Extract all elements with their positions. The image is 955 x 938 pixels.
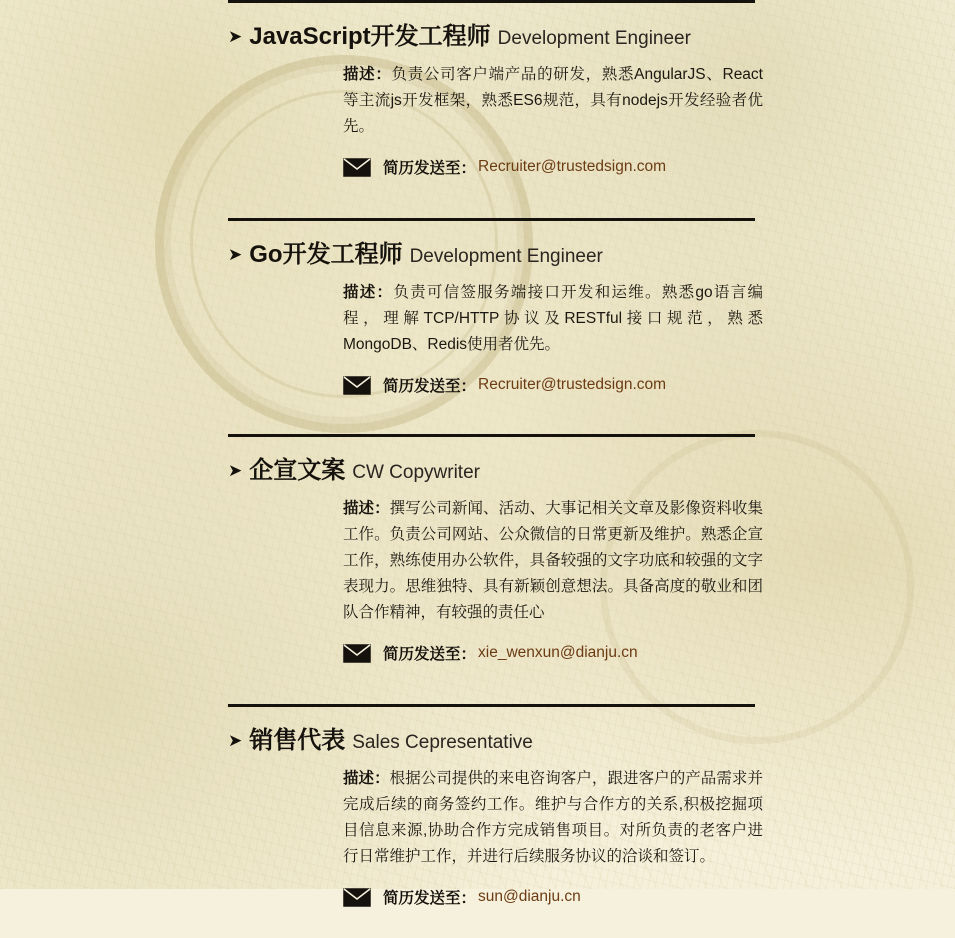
description-text: 撰写公司新闻、活动、大事记相关文章及影像资料收集工作。负责公司网站、公众微信的日常更新及维护。熟悉企宣工作，熟练使用办公软件，具备较强的文字功底和较强的文字表现力。思维独特、具有新颖创意想法。具备高度的敬业和团队合作精神，有较强的责任心 bbox=[343, 500, 763, 621]
job-email-row bbox=[343, 886, 955, 908]
envelope-icon bbox=[343, 376, 371, 395]
job-listing-copywriter bbox=[0, 434, 955, 664]
arrow-right-icon: ➤ bbox=[228, 245, 243, 264]
job-email-row bbox=[343, 374, 955, 396]
arrow-right-icon: ➤ bbox=[228, 27, 243, 46]
job-title-row bbox=[228, 707, 955, 755]
job-title-en: Development Engineer bbox=[497, 28, 691, 49]
job-title-cn: 销售代表 bbox=[249, 727, 346, 754]
job-email-row bbox=[343, 156, 955, 178]
email-label: 简历发送至： bbox=[383, 646, 477, 663]
job-listing-javascript-developer bbox=[0, 0, 955, 178]
description-label: 描述： bbox=[343, 66, 392, 83]
arrow-right-icon: ➤ bbox=[228, 731, 243, 750]
email-address[interactable]: Recruiter@trustedsign.com bbox=[478, 158, 667, 175]
description-text: 根据公司提供的来电咨询客户，跟进客户的产品需求并完成后续的商务签约工作。维护与合作方的关系,积极挖掘项目信息来源,协助合作方完成销售项目。对所负责的老客户进行日常维护工作，并进行后续服务协议的洽谈和签订。 bbox=[343, 770, 763, 865]
job-title-en: Development Engineer bbox=[409, 246, 603, 267]
job-description bbox=[343, 62, 763, 140]
job-title-en: Sales Cepresentative bbox=[352, 732, 533, 753]
envelope-icon bbox=[343, 158, 371, 177]
spacer bbox=[0, 396, 955, 434]
job-title-row bbox=[228, 221, 955, 269]
envelope-icon bbox=[343, 644, 371, 663]
description-label: 描述： bbox=[343, 284, 394, 301]
email-label: 简历发送至： bbox=[383, 160, 477, 177]
spacer bbox=[0, 664, 955, 704]
job-listing-sales-representative bbox=[0, 704, 955, 908]
description-label: 描述： bbox=[343, 500, 390, 517]
job-title-row bbox=[228, 437, 955, 485]
email-label: 简历发送至： bbox=[383, 378, 477, 395]
spacer bbox=[0, 178, 955, 218]
job-title-cn: Go开发工程师 bbox=[249, 241, 403, 268]
job-description bbox=[343, 496, 763, 626]
envelope-icon bbox=[343, 888, 371, 907]
description-text: 负责可信签服务端接口开发和运维。熟悉go语言编程，理解TCP/HTTP协议及RESTful接口规范，熟悉MongoDB、Redis使用者优先。 bbox=[343, 284, 763, 353]
arrow-right-icon: ➤ bbox=[228, 461, 243, 480]
job-title-cn: 企宣文案 bbox=[249, 457, 346, 484]
email-address[interactable]: xie_wenxun@dianju.cn bbox=[478, 644, 638, 661]
job-description bbox=[343, 280, 763, 358]
email-address[interactable]: sun@dianju.cn bbox=[478, 888, 581, 905]
description-text: 负责公司客户端产品的研发，熟悉AngularJS、React等主流js开发框架，熟悉ES6规范，具有nodejs开发经验者优先。 bbox=[343, 66, 763, 135]
description-label: 描述： bbox=[343, 770, 390, 787]
job-title-cn: JavaScript开发工程师 bbox=[249, 23, 491, 50]
job-title-en: CW Copywriter bbox=[352, 462, 480, 483]
email-address[interactable]: Recruiter@trustedsign.com bbox=[478, 376, 667, 393]
job-title-row bbox=[228, 3, 955, 51]
job-listing-go-developer bbox=[0, 218, 955, 396]
email-label: 简历发送至： bbox=[383, 890, 477, 907]
spacer bbox=[0, 908, 955, 938]
job-description bbox=[343, 766, 763, 870]
job-email-row bbox=[343, 642, 955, 664]
